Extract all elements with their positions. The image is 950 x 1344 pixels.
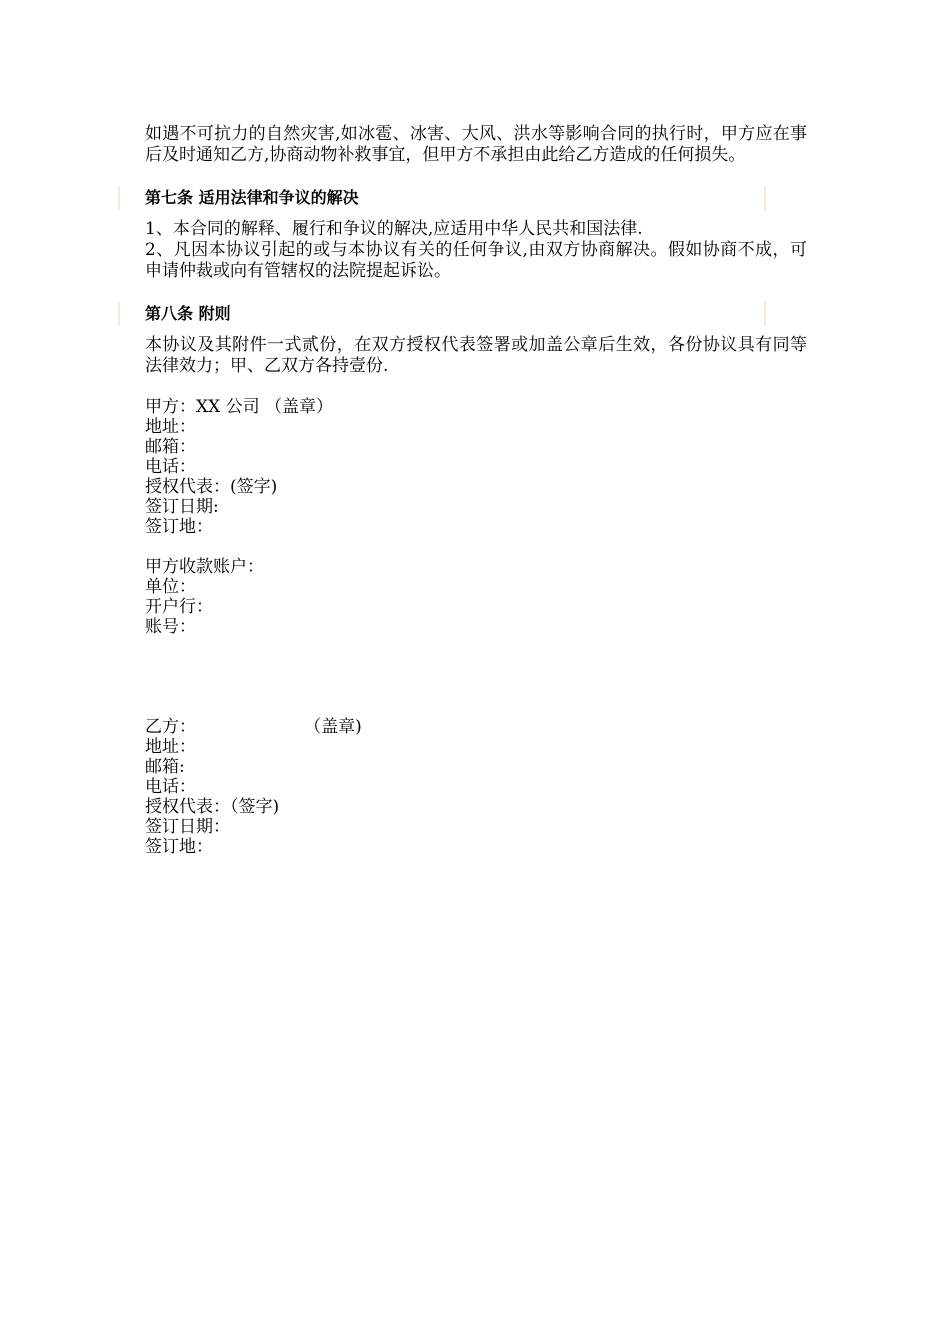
- party-a-address: 地址：: [145, 417, 196, 437]
- party-b-block: [145, 717, 807, 857]
- spacer: [145, 657, 807, 677]
- party-a-phone: 电话：: [145, 457, 196, 477]
- document-body: [145, 124, 807, 857]
- force-majeure-paragraph: 如遇不可抗力的自然灾害,如冰雹、冰害、大风、洪水等影响合同的执行时，甲方应在事后及时通知乙方,协商动物补救事宜，但甲方不承担由此给乙方造成的任何损失。: [145, 124, 807, 165]
- spacer: [145, 377, 807, 397]
- article-7-item-2: 2、凡因本协议引起的或与本协议有关的任何争议,由双方协商解决。假如协商不成，可申请仲裁或向有管辖权的法院提起诉讼。: [145, 240, 807, 281]
- article-8-paragraph: 本协议及其附件一式贰份，在双方授权代表签署或加盖公章后生效，各份协议具有同等法律效力；甲、乙双方各持壹份.: [145, 335, 807, 376]
- party-b-name: 乙方： （盖章): [145, 717, 362, 737]
- party-a-representative: 授权代表：(签字): [145, 477, 278, 497]
- party-b-date: 签订日期：: [145, 817, 230, 837]
- article-7-heading: 第七条 适用法律和争议的解决: [118, 186, 766, 210]
- spacer: [145, 537, 807, 557]
- party-a-account-number: 账号：: [145, 617, 196, 637]
- party-b-phone: 电话：: [145, 777, 196, 797]
- article-7-item-1: 1、本合同的解释、履行和争议的解决,应适用中华人民共和国法律.: [145, 219, 643, 239]
- party-a-block: [145, 397, 807, 537]
- spacer: [145, 697, 807, 717]
- party-a-email: 邮箱：: [145, 437, 196, 457]
- party-b-place: 签订地：: [145, 837, 213, 857]
- party-a-date: 签订日期:: [145, 497, 219, 517]
- party-a-account-block: [145, 557, 807, 637]
- party-a-account-bank: 开户行：: [145, 597, 213, 617]
- party-a-account-unit: 单位：: [145, 577, 196, 597]
- party-a-name: 甲方：XX 公司 （盖章）: [145, 397, 334, 417]
- spacer: [145, 637, 807, 657]
- party-b-representative: 授权代表：（签字): [145, 797, 280, 817]
- party-a-account-title: 甲方收款账户：: [145, 557, 264, 577]
- spacer: [145, 677, 807, 697]
- party-b-email: 邮箱:: [145, 757, 185, 777]
- party-a-place: 签订地：: [145, 517, 213, 537]
- article-8-heading: 第八条 附则: [118, 302, 766, 326]
- party-b-address: 地址：: [145, 737, 196, 757]
